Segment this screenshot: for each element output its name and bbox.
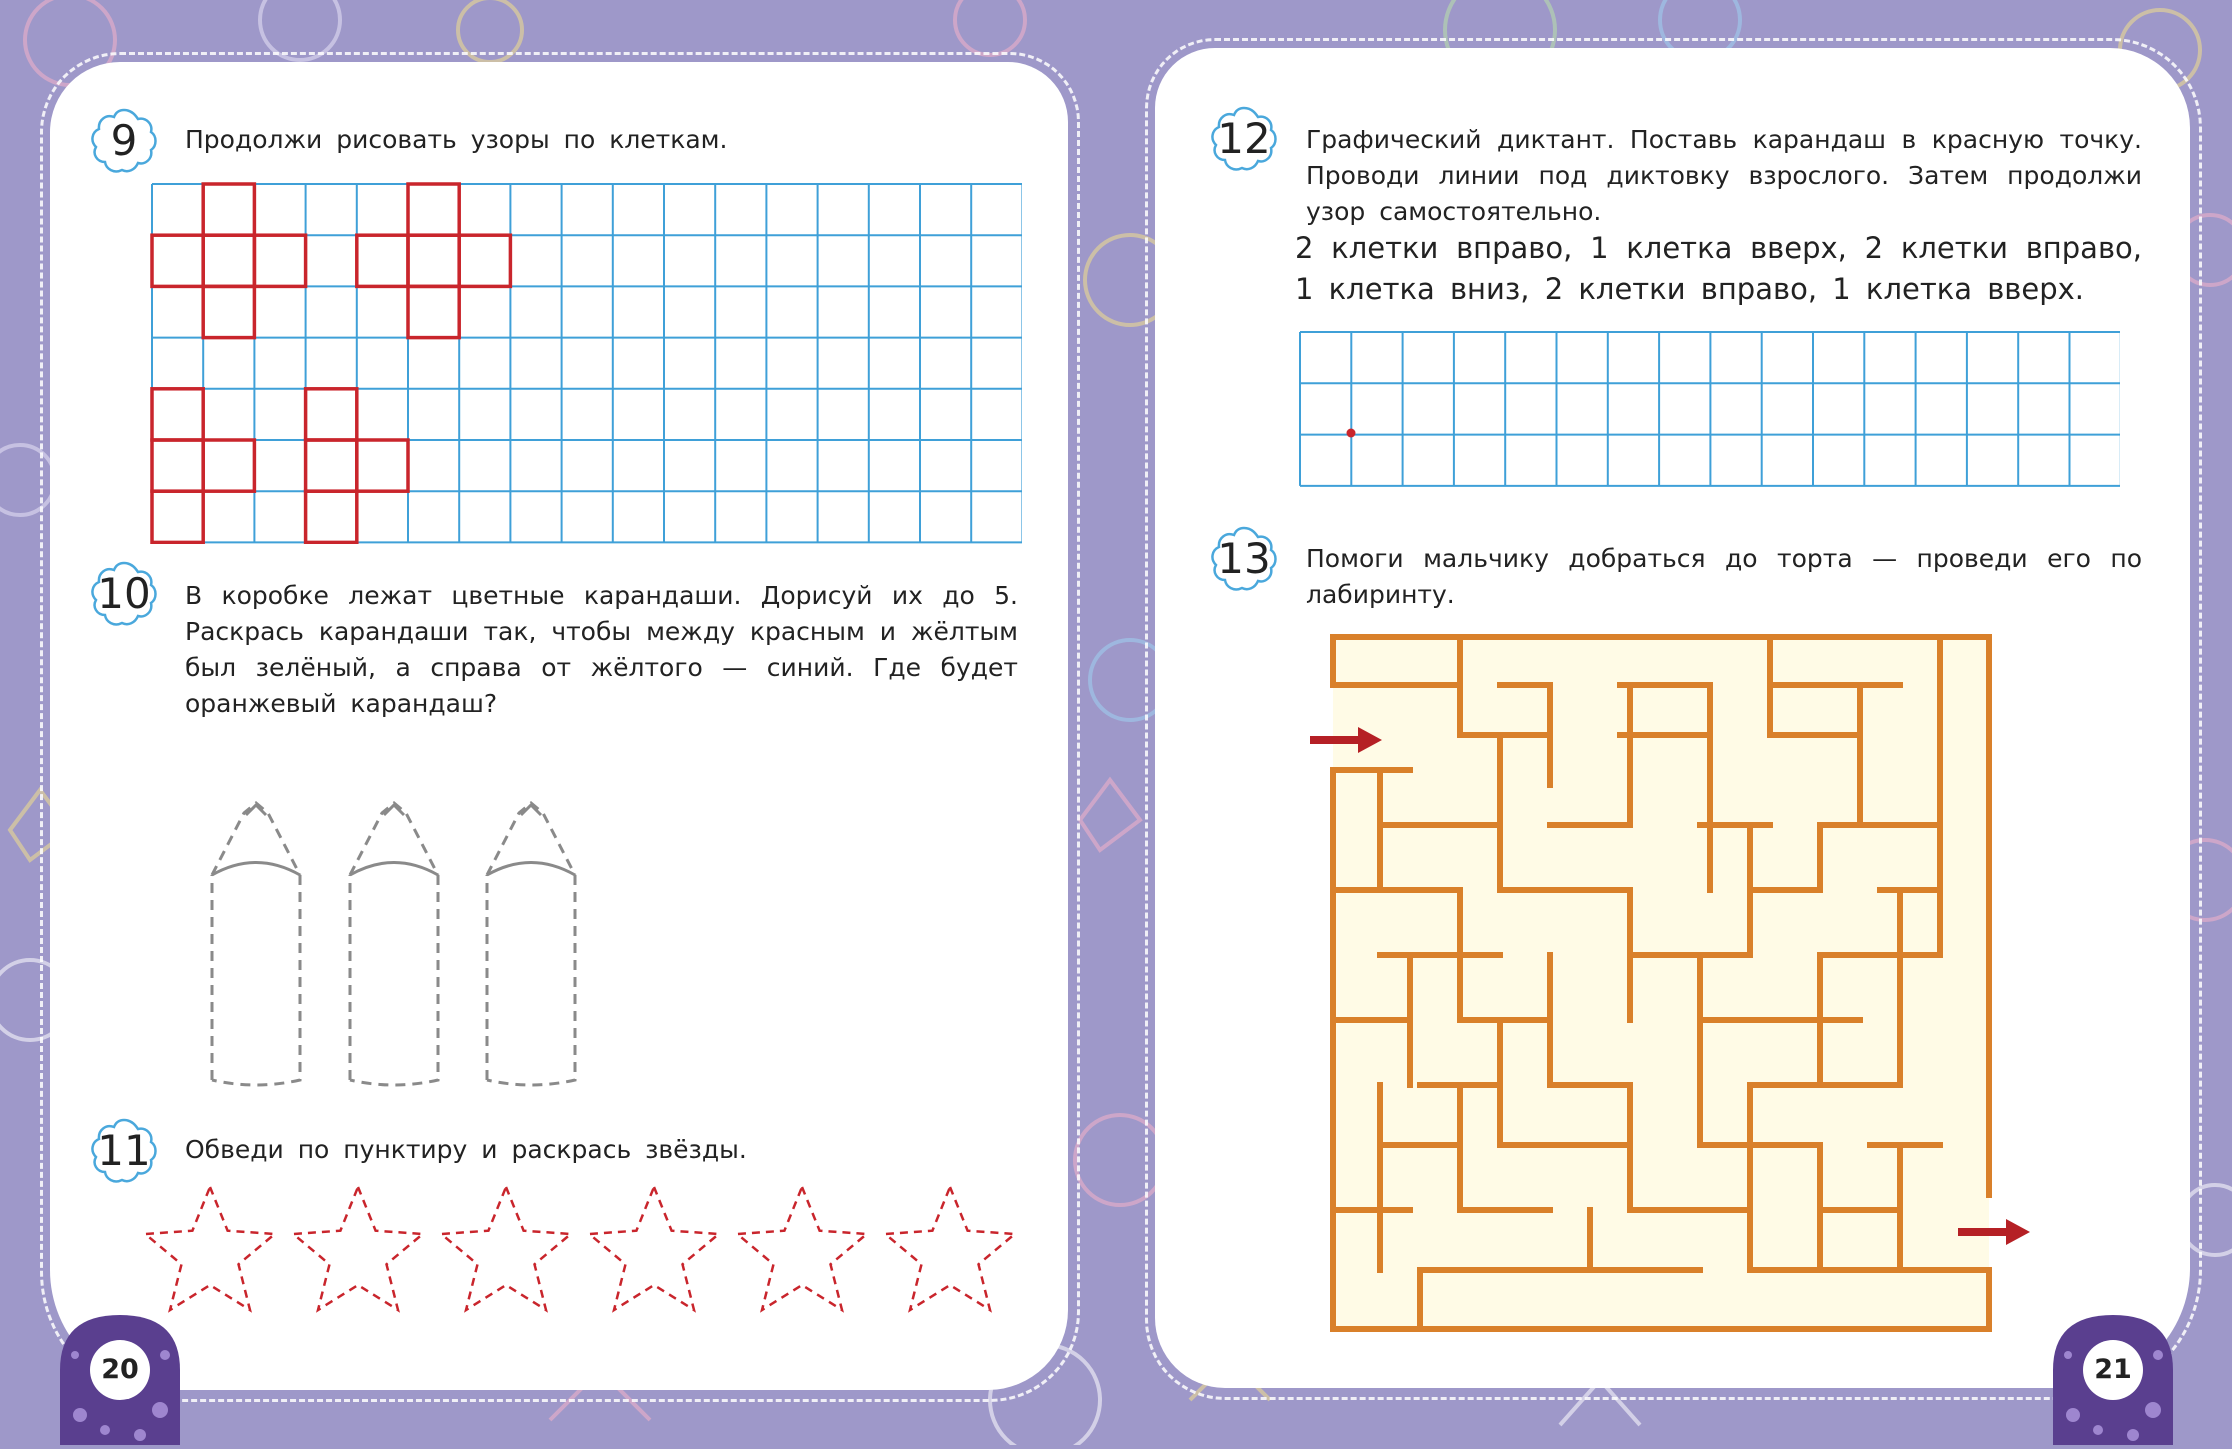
pencil-tip xyxy=(384,805,404,815)
task-12-badge xyxy=(1210,105,1278,173)
task-10-text: В коробке лежат цветные карандаши. Дорисуй их до 5. Раскрась карандаши так, чтобы между красным и жёлтым был зелёный, а справа от жёлтого — синий. Где будет оранжевый карандаш? xyxy=(185,581,1018,718)
task-12-dictation-grid xyxy=(1298,330,2120,490)
pencil-outline xyxy=(212,803,300,1085)
pattern-cell xyxy=(152,440,203,491)
task-11-text: Обведи по пунктиру и раскрась звёзды. xyxy=(185,1135,747,1164)
task-9-pattern-grid xyxy=(150,182,1022,544)
dashed-star xyxy=(737,1187,866,1310)
task-13-number: 13 xyxy=(1217,534,1271,583)
pencil-tip xyxy=(521,805,541,815)
task-13-text: Помоги мальчику добраться до торта — проведи его по лабиринту. xyxy=(1306,544,2142,609)
task-12-text: Графический диктант. Поставь карандаш в красную точку. Проводи линии под диктовку взрослого. Затем продолжи узор самостоятельно. xyxy=(1306,125,2142,226)
task-9-number: 9 xyxy=(110,116,138,165)
task-13-badge xyxy=(1210,525,1278,593)
pencil-wood-edge xyxy=(487,863,575,876)
page-number-blob-left xyxy=(55,1310,185,1445)
pattern-cell xyxy=(408,286,459,337)
page-number-right: 21 xyxy=(2083,1340,2143,1400)
pattern-cell xyxy=(203,235,254,286)
pattern-cell xyxy=(203,184,254,235)
task-10-pencil-outlines xyxy=(200,795,600,1095)
task-10-badge xyxy=(90,560,158,628)
pencil-wood-edge xyxy=(212,863,300,876)
pattern-cell xyxy=(306,389,357,440)
pencil-outline xyxy=(350,803,438,1085)
pattern-cell xyxy=(408,184,459,235)
pencil-wood-edge xyxy=(350,863,438,876)
dashed-star xyxy=(293,1187,422,1310)
pattern-cell xyxy=(357,235,408,286)
task-12-number: 12 xyxy=(1217,114,1271,163)
pattern-cell xyxy=(152,389,203,440)
task-9-text: Продолжи рисовать узоры по клеткам. xyxy=(185,125,728,154)
task-11-dashed-stars xyxy=(140,1175,1020,1325)
task-10-number: 10 xyxy=(97,569,151,618)
pencil-outline xyxy=(487,803,575,1085)
page-number-blob-right xyxy=(2048,1310,2178,1445)
pattern-cell xyxy=(254,235,305,286)
pattern-cell xyxy=(306,491,357,542)
pattern-cell xyxy=(152,491,203,542)
pattern-cell xyxy=(203,440,254,491)
task-13-maze xyxy=(1300,625,2040,1345)
dashed-star xyxy=(145,1187,274,1310)
pattern-cell xyxy=(408,235,459,286)
page-number-left: 20 xyxy=(90,1340,150,1400)
dashed-star xyxy=(441,1187,570,1310)
pattern-cell xyxy=(306,440,357,491)
pattern-cell xyxy=(203,286,254,337)
dashed-star xyxy=(589,1187,718,1310)
task-12-dictation: 2 клетки вправо, 1 клетка вверх, 2 клетки вправо, 1 клетка вниз, 2 клетки вправо, 1 клетка вверх. xyxy=(1295,231,2142,306)
pattern-cell xyxy=(357,440,408,491)
pencil-tip xyxy=(246,805,266,815)
task-9-badge xyxy=(90,107,158,175)
dashed-star xyxy=(885,1187,1014,1310)
task-11-number: 11 xyxy=(97,1126,151,1175)
start-red-dot xyxy=(1347,429,1356,438)
pattern-cell xyxy=(152,235,203,286)
pattern-cell xyxy=(459,235,510,286)
